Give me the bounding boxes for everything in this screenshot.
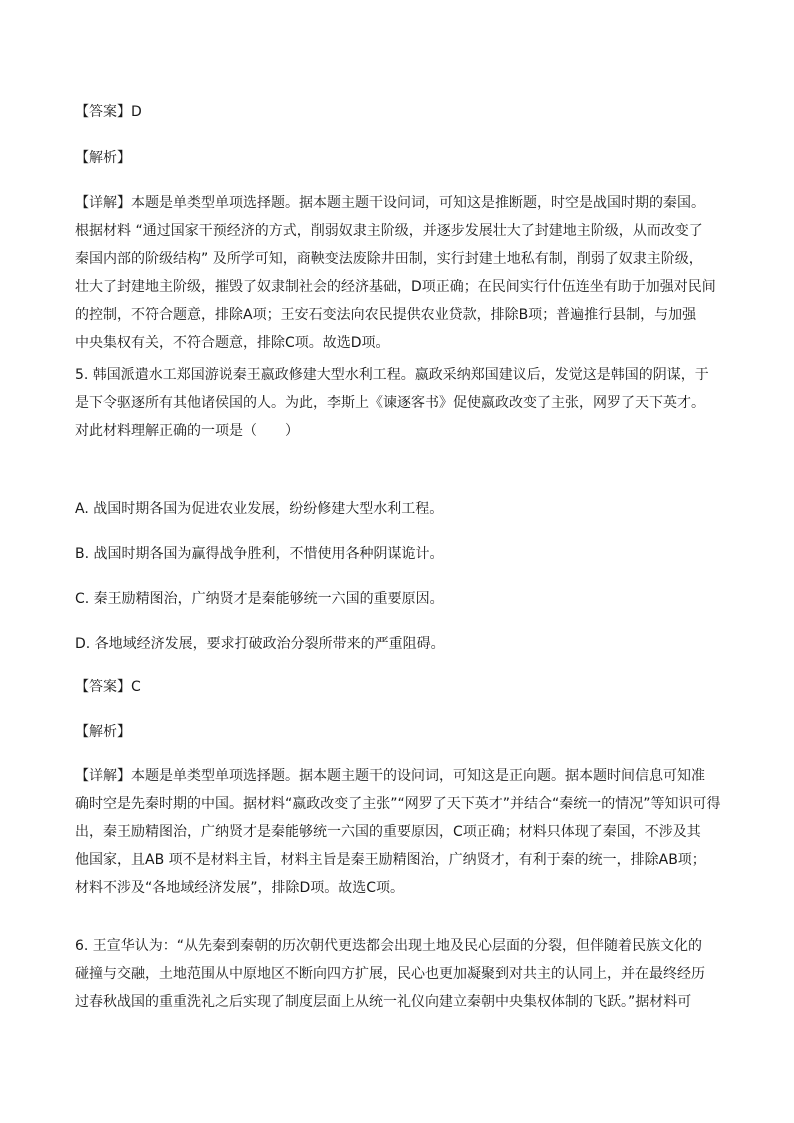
q5-stem-line: 对此材料理解正确的一项是（ ） (75, 423, 299, 439)
q4-detail-line: 【详解】本题是单类型单项选择题。据本题主题干设问词，可知这是推断题，时空是战国时期的秦国。 (75, 195, 705, 211)
q5-option-b: B. 战国时期各国为赢得战争胜利，不惜使用各种阴谋诡计。 (75, 546, 444, 562)
q4-detail-line: 的控制，不符合题意，排除A项；王安石变法向农民提供农业贷款，排除B项；普遍推行县制，与加强 (75, 307, 697, 323)
q5-analysis-heading: 【解析】 (75, 724, 131, 740)
q5-option-d: D. 各地域经济发展，要求打破政治分裂所带来的严重阻碍。 (75, 636, 445, 652)
q6-stem-line: 过春秋战国的重重洗礼之后实现了制度层面上从统一礼仪向建立秦朝中央集权体制的飞跃。”据材料可 (75, 994, 692, 1010)
q5-detail-line: 他国家，且AB 项不是材料主旨，材料主旨是秦王励精图治，广纳贤才，有利于秦的统一，排除AB项； (75, 852, 706, 868)
q4-answer: 【答案】D (75, 104, 142, 120)
q6-stem-line: 6. 王宣华认为：“从先秦到秦朝的历次朝代更迭都会出现土地及民心层面的分裂，但伴随着民族文化的 (75, 938, 703, 954)
q5-answer: 【答案】C (75, 679, 141, 695)
q4-detail-line: 根据材料 “通过国家干预经济的方式，削弱奴隶主阶级，并逐步发展壮大了封建地主阶级，从而改变了 (75, 223, 703, 239)
q6-stem-line: 碰撞与交融，土地范围从中原地区不断向四方扩展，民心也更加凝聚到对共主的认同上，并在最终经历 (75, 966, 705, 982)
q5-detail-line: 出，秦王励精图治，广纳贤才是秦能够统一六国的重要原因，C项正确；材料只体现了秦国，不涉及其 (75, 824, 701, 840)
q5-option-a: A. 战国时期各国为促进农业发展，纷纷修建大型水利工程。 (75, 501, 444, 517)
q5-detail-line: 【详解】本题是单类型单项选择题。据本题主题干的设问词，可知这是正向题。据本题时间信息可知准 (75, 768, 705, 784)
q5-detail-line: 材料不涉及“各地域经济发展”，排除D项。故选C项。 (75, 880, 405, 896)
q4-detail-line: 中央集权有关，不符合题意，排除C项。故选D项。 (75, 335, 390, 351)
q5-stem-line: 5. 韩国派遣水工郑国游说秦王嬴政修建大型水利工程。嬴政采纳郑国建议后，发觉这是韩国的阴谋，于 (75, 367, 709, 383)
q5-detail-line: 确时空是先秦时期的中国。据材料“嬴政改变了主张”“网罗了天下英才”并结合“秦统一的情况”等知识可得 (75, 796, 721, 812)
q4-detail-line: 壮大了封建地主阶级，摧毁了奴隶制社会的经济基础，D项正确；在民间实行什伍连坐有助于加强对民间 (75, 279, 716, 295)
q5-option-c: C. 秦王励精图治，广纳贤才是秦能够统一六国的重要原因。 (75, 591, 444, 607)
q5-stem-line: 是下令驱逐所有其他诸侯国的人。为此，李斯上《谏逐客书》促使嬴政改变了主张，网罗了天下英才。 (75, 395, 705, 411)
q4-analysis-heading: 【解析】 (75, 150, 131, 166)
q4-detail-line: 秦国内部的阶级结构” 及所学可知，商鞅变法废除井田制，实行封建土地私有制，削弱了奴隶主阶级， (75, 251, 703, 267)
